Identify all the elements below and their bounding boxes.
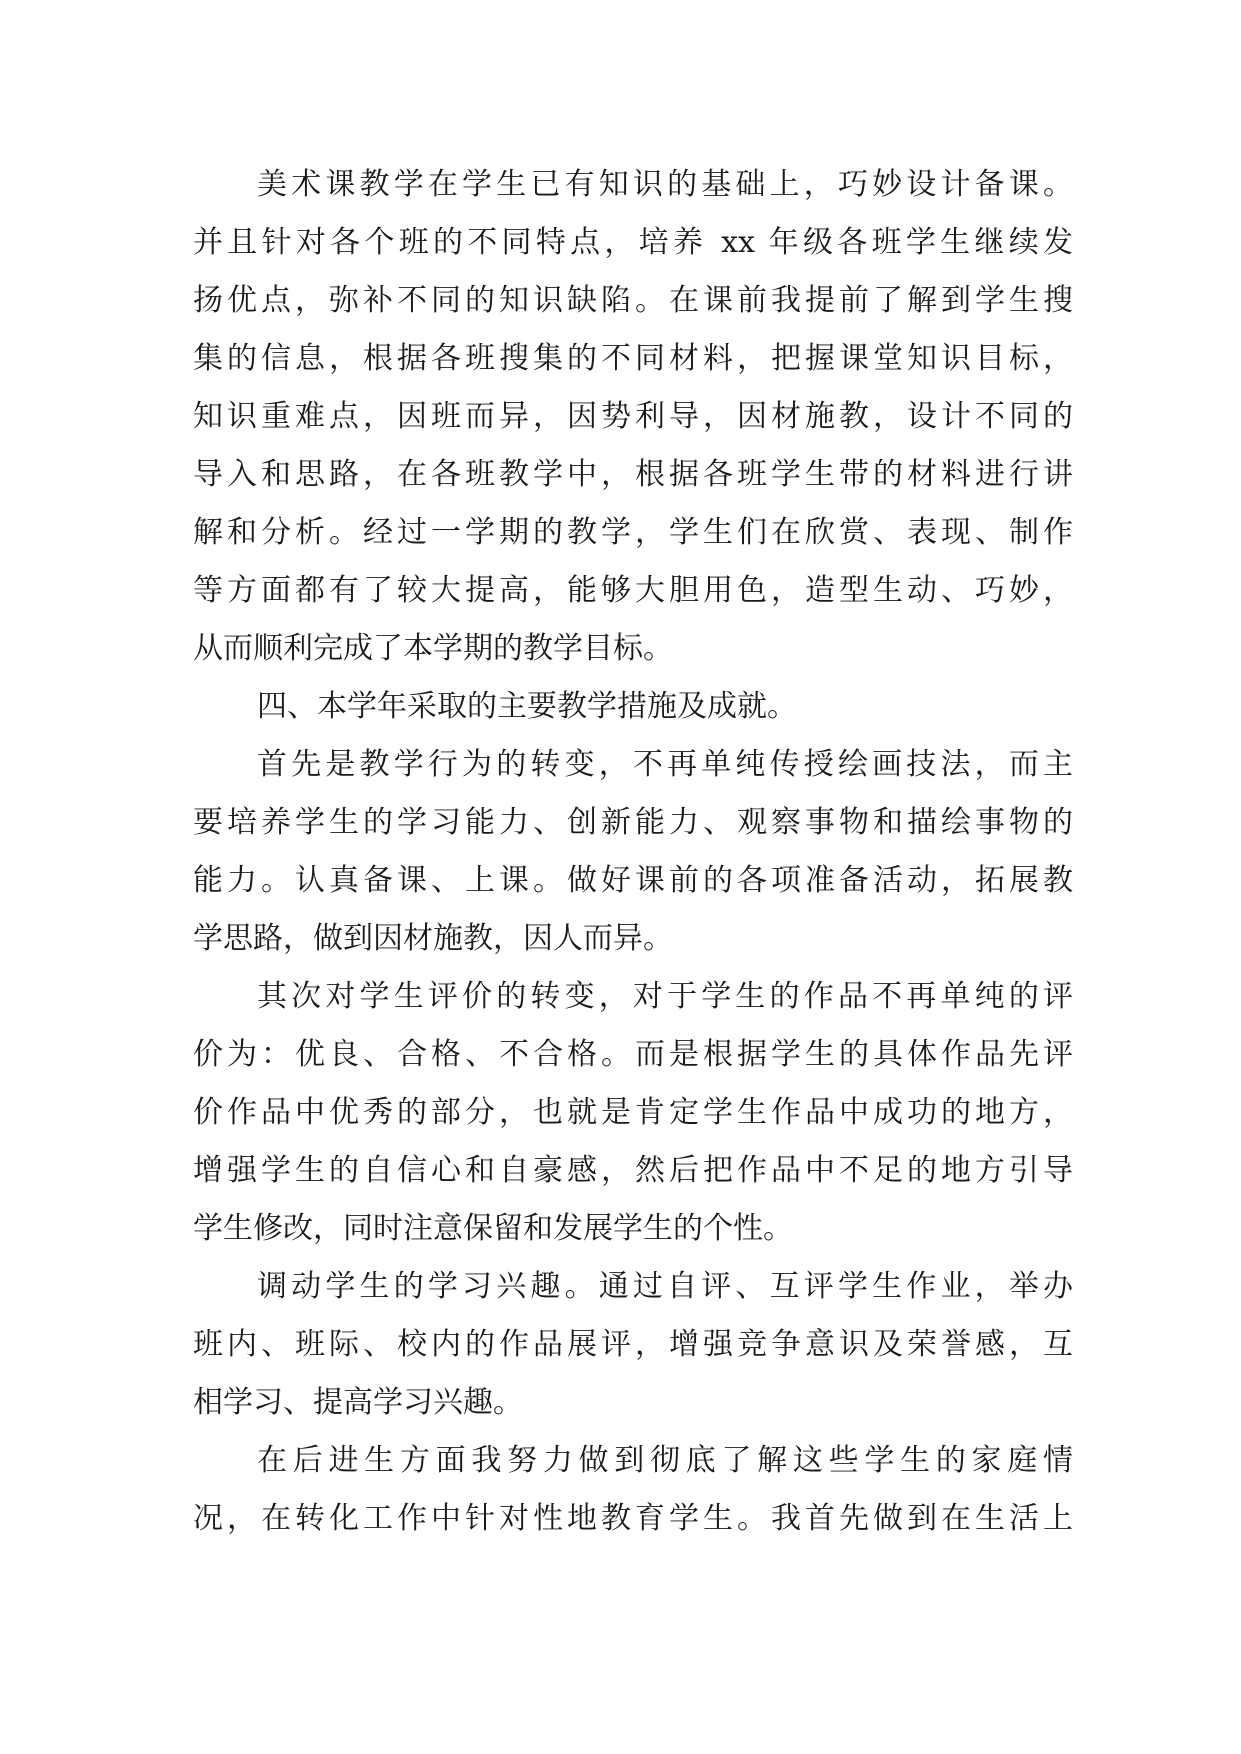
text-line: 相学习、提高学习兴趣。 xyxy=(193,1385,523,1420)
section-heading: 四、本学年采取的主要教学措施及成就。 xyxy=(257,689,797,724)
text-line: 知识重难点，因班而异，因势利导，因材施教，设计不同的 xyxy=(193,399,1073,434)
text-line: 在后进生方面我努力做到彻底了解这些学生的家庭情 xyxy=(257,1443,1073,1478)
text-line: 其次对学生评价的转变，对于学生的作品不再单纯的评 xyxy=(257,979,1073,1014)
text-line: 价为：优良、合格、不合格。而是根据学生的具体作品先评 xyxy=(193,1037,1073,1072)
text-line: 美术课教学在学生已有知识的基础上，巧妙设计备课。 xyxy=(257,167,1073,202)
text-line: 学生修改，同时注意保留和发展学生的个性。 xyxy=(193,1211,793,1246)
text-line: 调动学生的学习兴趣。通过自评、互评学生作业，举办 xyxy=(257,1269,1073,1304)
text-line: 扬优点，弥补不同的知识缺陷。在课前我提前了解到学生搜 xyxy=(193,283,1073,318)
text-line: 能力。认真备课、上课。做好课前的各项准备活动，拓展教 xyxy=(193,863,1073,898)
text-line: 学思路，做到因材施教，因人而异。 xyxy=(193,921,673,956)
document-body xyxy=(193,156,1073,1548)
text-line: 从而顺利完成了本学期的教学目标。 xyxy=(193,631,673,666)
text-line: 要培养学生的学习能力、创新能力、观察事物和描绘事物的 xyxy=(193,805,1073,840)
text-line: 等方面都有了较大提高，能够大胆用色，造型生动、巧妙， xyxy=(193,573,1073,608)
text-line: 价作品中优秀的部分，也就是肯定学生作品中成功的地方， xyxy=(193,1095,1073,1130)
text-line: 导入和思路，在各班教学中，根据各班学生带的材料进行讲 xyxy=(193,457,1073,492)
text-line: 集的信息，根据各班搜集的不同材料，把握课堂知识目标， xyxy=(193,341,1073,376)
text-line: 班内、班际、校内的作品展评，增强竞争意识及荣誉感，互 xyxy=(193,1327,1073,1362)
text-line: 并且针对各个班的不同特点，培养 xx 年级各班学生继续发 xyxy=(193,225,1073,260)
text-line: 解和分析。经过一学期的教学，学生们在欣赏、表现、制作 xyxy=(193,515,1073,550)
text-line: 况，在转化工作中针对性地教育学生。我首先做到在生活上 xyxy=(193,1501,1073,1536)
text-line: 增强学生的自信心和自豪感，然后把作品中不足的地方引导 xyxy=(193,1153,1073,1188)
text-line: 首先是教学行为的转变，不再单纯传授绘画技法，而主 xyxy=(257,747,1073,782)
